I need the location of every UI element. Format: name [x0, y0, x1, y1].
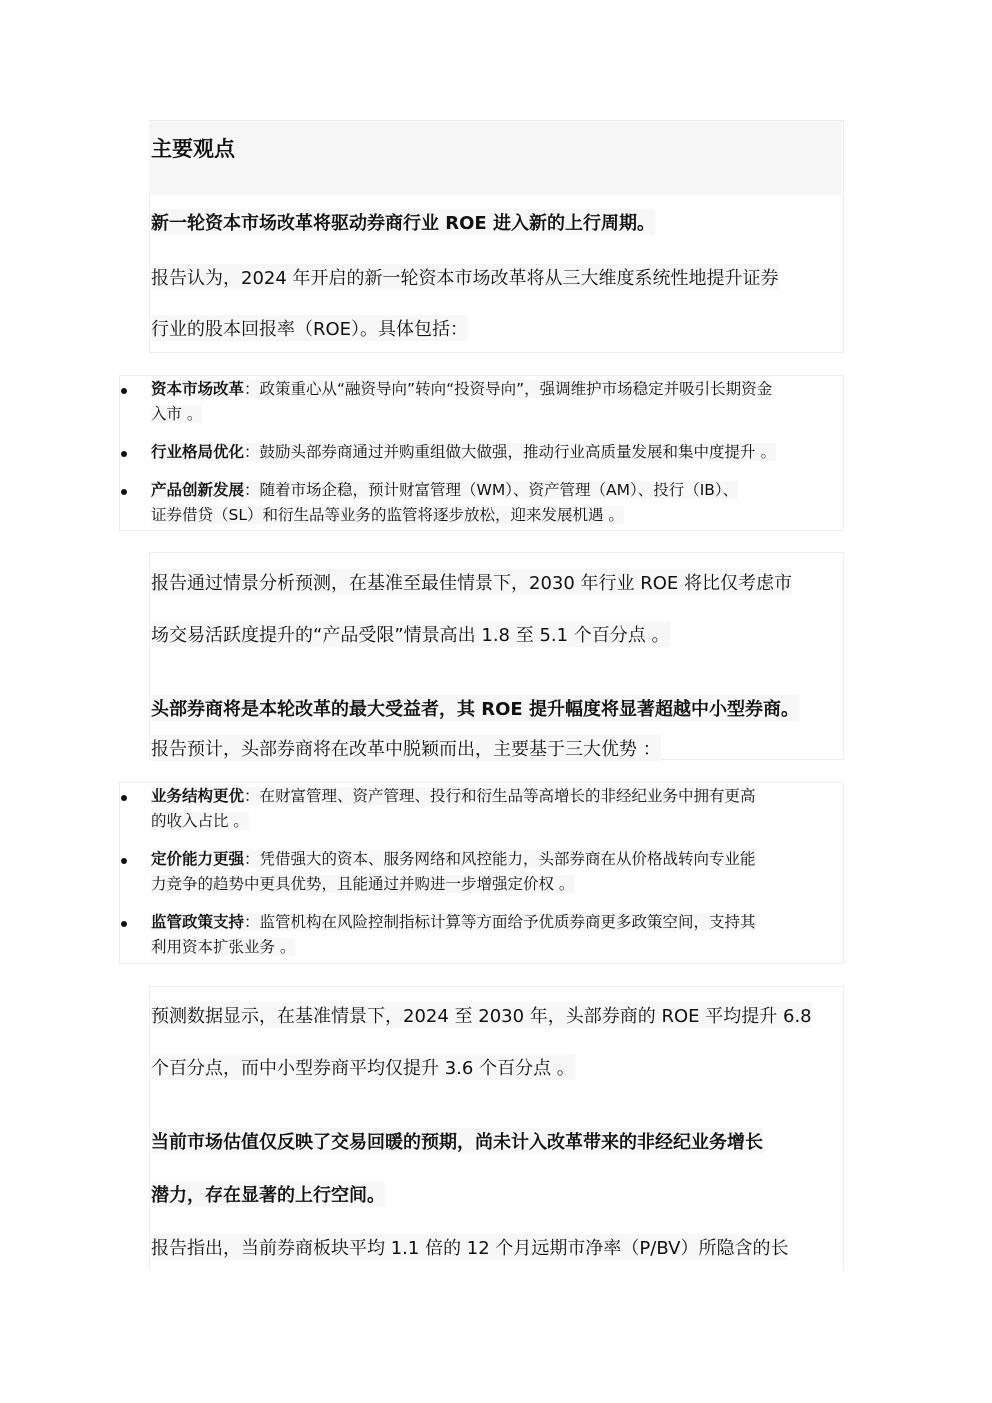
section2-intro: 报告预计，头部券商将在改革中脱颖而出，主要基于三大优势 ： [151, 735, 661, 761]
bullet-icon [121, 489, 127, 495]
list-item-business-structure [151, 784, 841, 834]
list-item-industry-structure [151, 440, 841, 465]
list-item-capital-market-reform [151, 377, 841, 427]
bullet-icon [121, 388, 127, 394]
list-item-text-line1: ：在财富管理、资产管理、投行和衍生品等高增长的非经纪业务中拥有更高 [244, 787, 756, 805]
section3-paragraph-line2: 个百分点，而中小型券商平均仅提升 3.6 个百分点 。 [151, 1054, 575, 1080]
section2-subtitle: 头部券商将是本轮改革的最大受益者，其 ROE 提升幅度将显著超越中小型券商。 [151, 695, 799, 721]
section3-paragraph-line1: 预测数据显示，在基准情景下，2024 至 2030 年，头部券商的 ROE 平均提升 6.8 [151, 1002, 812, 1028]
page-heading: 主要观点 [151, 137, 235, 161]
list-item-text-line2: 的收入占比 。 [151, 812, 249, 830]
list-item-text-line1: ：凭借强大的资本、服务网络和风控能力，头部券商在从价格战转向专业能 [244, 850, 756, 868]
list-item-label: 资本市场改革 [151, 380, 245, 398]
list-item-product-innovation [151, 478, 841, 528]
bullet-icon [121, 451, 127, 457]
heading-background [149, 121, 842, 195]
section1-paragraph-line2: 行业的股本回报率（ROE）。具体包括： [151, 315, 468, 341]
list-item-label: 行业格局优化 [151, 443, 245, 461]
section1-subtitle: 新一轮资本市场改革将驱动券商行业 ROE 进入新的上行周期。 [151, 209, 655, 235]
list-item-text-line2: 力竞争的趋势中更具优势，且能通过并购进一步增强定价权 。 [151, 875, 575, 893]
list-item-label: 定价能力更强 [151, 850, 245, 868]
section2-paragraph-line2: 场交易活跃度提升的“产品受限”情景高出 1.8 至 5.1 个百分点 。 [151, 621, 670, 647]
list-item-pricing-power [151, 847, 841, 897]
list-item-label: 监管政策支持 [151, 913, 245, 931]
list-item-label: 业务结构更优 [151, 787, 245, 805]
list-item-text-line1: ：监管机构在风险控制指标计算等方面给予优质券商更多政策空间，支持其 [244, 913, 756, 931]
bullet-icon [121, 921, 127, 927]
section3-paragraph2-line1: 报告指出，当前券商板块平均 1.1 倍的 12 个月远期市净率（P/BV）所隐含的长 [151, 1234, 788, 1260]
list-item-text-line1: ：随着市场企稳，预计财富管理（WM）、资产管理（AM）、投行（IB）、 [244, 481, 739, 499]
list-item-text-line2: 证券借贷（SL）和衍生品等业务的监管将逐步放松，迎来发展机遇 。 [151, 506, 624, 524]
section3-subtitle-line2: 潜力，存在显著的上行空间。 [151, 1181, 385, 1207]
bullet-icon [121, 858, 127, 864]
list-item-text-line1: ：鼓励头部券商通过并购重组做大做强，推动行业高质量发展和集中度提升 。 [244, 443, 776, 461]
bullet-icon [121, 795, 127, 801]
list-item-text-line2: 利用资本扩张业务 。 [151, 938, 296, 956]
list-item-text-line2: 入市 。 [151, 405, 203, 423]
section2-paragraph-line1: 报告通过情景分析预测，在基准至最佳情景下，2030 年行业 ROE 将比仅考虑市 [151, 569, 792, 595]
list-item-regulatory-support [151, 910, 841, 960]
list-item-text-line1: ：政策重心从“融资导向”转向“投资导向”，强调维护市场稳定并吸引长期资金 [244, 380, 773, 398]
section1-paragraph-line1: 报告认为，2024 年开启的新一轮资本市场改革将从三大维度系统性地提升证券 [151, 264, 779, 290]
list-item-label: 产品创新发展 [151, 481, 245, 499]
section3-subtitle-line1: 当前市场估值仅反映了交易回暖的预期，尚未计入改革带来的非经纪业务增长 [151, 1128, 763, 1154]
